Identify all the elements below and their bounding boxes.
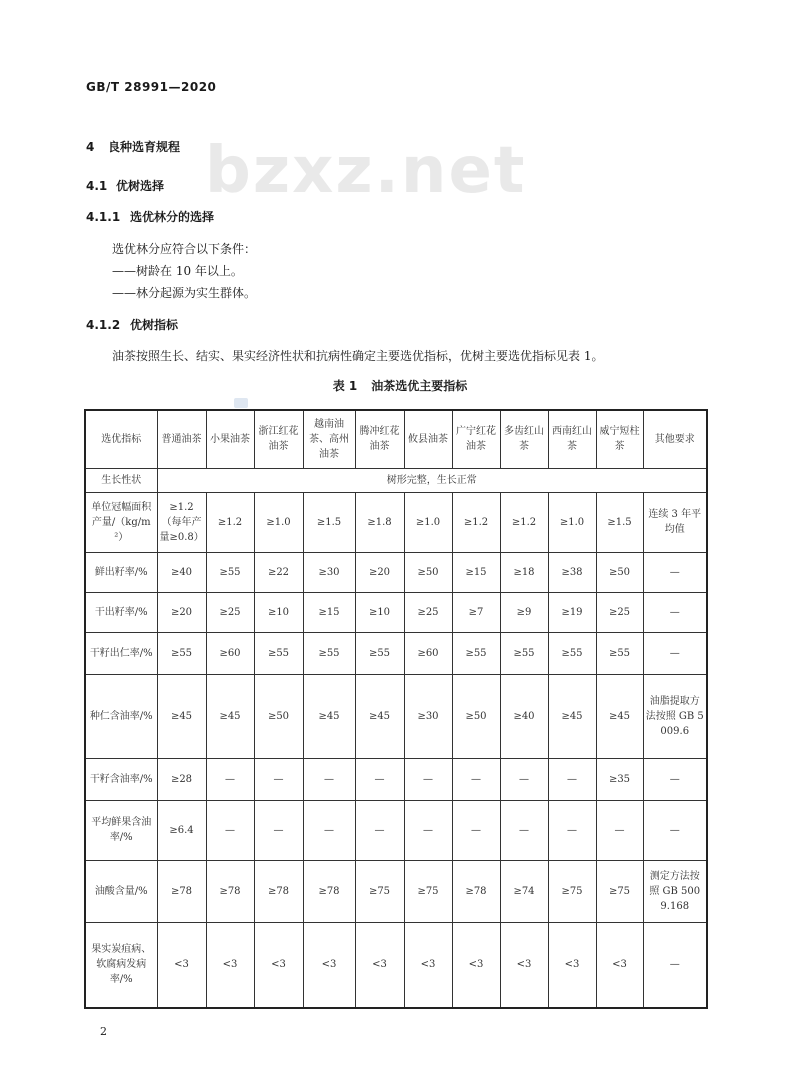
section-4-heading xyxy=(86,138,180,155)
table-cell: ≥60 xyxy=(206,632,254,674)
table-cell: ≥50 xyxy=(452,674,500,758)
table-cell: <3 xyxy=(303,922,355,1008)
table-cell: — xyxy=(643,592,707,632)
table-cell: — xyxy=(206,800,254,860)
table-cell: ≥18 xyxy=(500,552,548,592)
section-number: 4.1 xyxy=(86,179,108,193)
table-cell: ≥1.2 xyxy=(206,492,254,552)
table-cell: ≥75 xyxy=(404,860,452,922)
table-cell: ≥55 xyxy=(254,632,303,674)
table-cell: ≥1.5 xyxy=(596,492,643,552)
row-label: 油酸含量/% xyxy=(85,860,157,922)
table-cell: ≥78 xyxy=(452,860,500,922)
table-cell: ≥7 xyxy=(452,592,500,632)
table-cell: ≥50 xyxy=(596,552,643,592)
table-cell: — xyxy=(643,758,707,800)
table-cell: ≥74 xyxy=(500,860,548,922)
row-label: 生长性状 xyxy=(85,468,157,492)
section-4-1-heading xyxy=(86,177,164,194)
table-cell: ≥45 xyxy=(355,674,404,758)
column-header: 腾冲红花油茶 xyxy=(355,410,404,468)
table-cell: ≥35 xyxy=(596,758,643,800)
table-cell: ≥55 xyxy=(596,632,643,674)
table-header-row xyxy=(85,410,707,468)
table-cell: ≥6.4 xyxy=(157,800,206,860)
row-label: 单位冠幅面积产量/（kg/m²） xyxy=(85,492,157,552)
list-item: ——树龄在 10 年以上。 xyxy=(112,264,243,278)
column-header: 小果油茶 xyxy=(206,410,254,468)
section-title: 优树指标 xyxy=(130,318,179,332)
section-4-1-2-heading xyxy=(86,316,178,333)
section-number: 4.1.2 xyxy=(86,318,121,332)
table-row xyxy=(85,632,707,674)
table-cell: ≥78 xyxy=(206,860,254,922)
table-cell: ≥10 xyxy=(254,592,303,632)
table-cell: — xyxy=(206,758,254,800)
section-title: 良种选育规程 xyxy=(108,140,181,154)
table-cell: ≥55 xyxy=(355,632,404,674)
table-cell: <3 xyxy=(404,922,452,1008)
table-cell: — xyxy=(643,922,707,1008)
table-cell: ≥55 xyxy=(303,632,355,674)
section-4-1-1-heading xyxy=(86,208,214,225)
table-cell: ≥38 xyxy=(548,552,596,592)
column-header: 普通油茶 xyxy=(157,410,206,468)
watermark: bzxz.net xyxy=(205,134,527,208)
table-cell: ≥75 xyxy=(355,860,404,922)
table-cell: <3 xyxy=(157,922,206,1008)
table-row xyxy=(85,552,707,592)
table-cell: ≥15 xyxy=(303,592,355,632)
table-cell: ≥55 xyxy=(500,632,548,674)
table-row xyxy=(85,674,707,758)
row-label: 平均鲜果含油率/% xyxy=(85,800,157,860)
table-cell: — xyxy=(548,800,596,860)
row-label: 干出籽率/% xyxy=(85,592,157,632)
row-label: 果实炭疽病、软腐病发病率/% xyxy=(85,922,157,1008)
table-cell: ≥55 xyxy=(206,552,254,592)
table-cell: ≥20 xyxy=(157,592,206,632)
table-cell: ≥22 xyxy=(254,552,303,592)
table-caption xyxy=(0,377,800,394)
table-cell: ≥40 xyxy=(500,674,548,758)
table-cell: <3 xyxy=(355,922,404,1008)
table-cell: — xyxy=(452,758,500,800)
table-cell: ≥50 xyxy=(254,674,303,758)
table-cell: — xyxy=(500,758,548,800)
table-cell: — xyxy=(643,632,707,674)
table-cell: ≥1.5 xyxy=(303,492,355,552)
table-cell: ≥30 xyxy=(303,552,355,592)
column-header: 威宁短柱茶 xyxy=(596,410,643,468)
table-cell: <3 xyxy=(452,922,500,1008)
table-row xyxy=(85,860,707,922)
table-cell: ≥60 xyxy=(404,632,452,674)
table-cell: — xyxy=(548,758,596,800)
table-row xyxy=(85,592,707,632)
table-cell: ≥15 xyxy=(452,552,500,592)
standard-id: GB/T 28991—2020 xyxy=(86,80,217,94)
table-cell: — xyxy=(452,800,500,860)
row-label: 鲜出籽率/% xyxy=(85,552,157,592)
table-cell: ≥75 xyxy=(596,860,643,922)
table-cell: <3 xyxy=(254,922,303,1008)
table-cell: 油脂提取方法按照 GB 5009.6 xyxy=(643,674,707,758)
section-title: 选优林分的选择 xyxy=(130,210,215,224)
table-cell: <3 xyxy=(548,922,596,1008)
table-cell: — xyxy=(643,800,707,860)
table-cell: — xyxy=(355,758,404,800)
table-row xyxy=(85,492,707,552)
table-cell: ≥1.0 xyxy=(548,492,596,552)
paragraph: 选优林分应符合以下条件： xyxy=(112,242,257,256)
table-caption-title: 油茶选优主要指标 xyxy=(371,379,468,393)
table-cell: ≥9 xyxy=(500,592,548,632)
page-number: 2 xyxy=(100,1025,107,1038)
table-cell: ≥55 xyxy=(452,632,500,674)
table-cell: ≥25 xyxy=(404,592,452,632)
paragraph: 油茶按照生长、结实、果实经济性状和抗病性确定主要选优指标，优树主要选优指标见表 1。 xyxy=(112,349,604,363)
table-cell: — xyxy=(355,800,404,860)
table-cell: — xyxy=(500,800,548,860)
table-cell: ≥40 xyxy=(157,552,206,592)
row-label: 种仁含油率/% xyxy=(85,674,157,758)
column-header: 多齿红山茶 xyxy=(500,410,548,468)
table-cell: ≥55 xyxy=(548,632,596,674)
table-cell: ≥78 xyxy=(254,860,303,922)
table-cell: 测定方法按照 GB 5009.168 xyxy=(643,860,707,922)
table-cell: ≥10 xyxy=(355,592,404,632)
table-cell: ≥20 xyxy=(355,552,404,592)
table-cell: — xyxy=(643,552,707,592)
column-header: 西南红山茶 xyxy=(548,410,596,468)
table-cell: ≥25 xyxy=(596,592,643,632)
table-cell: — xyxy=(404,758,452,800)
column-header: 攸县油茶 xyxy=(404,410,452,468)
table-cell: ≥45 xyxy=(303,674,355,758)
table-cell: — xyxy=(254,758,303,800)
column-header: 选优指标 xyxy=(85,410,157,468)
section-title: 优树选择 xyxy=(116,179,165,193)
table-row xyxy=(85,800,707,860)
table-cell: ≥1.2 xyxy=(500,492,548,552)
table-cell: — xyxy=(303,800,355,860)
table-cell: ≥25 xyxy=(206,592,254,632)
table-cell: 连续 3 年平均值 xyxy=(643,492,707,552)
table-cell: <3 xyxy=(596,922,643,1008)
section-number: 4.1.1 xyxy=(86,210,121,224)
column-header: 浙江红花油茶 xyxy=(254,410,303,468)
table-cell: — xyxy=(254,800,303,860)
table-cell: ≥45 xyxy=(548,674,596,758)
table-cell: ≥45 xyxy=(157,674,206,758)
column-header: 其他要求 xyxy=(643,410,707,468)
table-cell: ≥75 xyxy=(548,860,596,922)
indicator-table xyxy=(84,409,708,1009)
table-cell: ≥55 xyxy=(157,632,206,674)
table-cell: — xyxy=(404,800,452,860)
column-header: 越南油茶、高州油茶 xyxy=(303,410,355,468)
row-label: 干籽出仁率/% xyxy=(85,632,157,674)
table-cell: ≥19 xyxy=(548,592,596,632)
table-cell: ≥45 xyxy=(206,674,254,758)
table-cell: — xyxy=(303,758,355,800)
table-cell: ≥1.8 xyxy=(355,492,404,552)
column-header: 广宁红花油茶 xyxy=(452,410,500,468)
table-row xyxy=(85,922,707,1008)
section-number: 4 xyxy=(86,140,95,154)
table-cell: ≥45 xyxy=(596,674,643,758)
table-row xyxy=(85,468,707,492)
table-cell: <3 xyxy=(500,922,548,1008)
table-cell: <3 xyxy=(206,922,254,1008)
table-cell: ≥78 xyxy=(303,860,355,922)
stamp-icon xyxy=(234,398,248,408)
table-cell: 树形完整，生长正常 xyxy=(157,468,707,492)
table-cell: ≥30 xyxy=(404,674,452,758)
table-caption-number: 表 1 xyxy=(332,379,358,393)
table-row xyxy=(85,758,707,800)
table-cell: ≥28 xyxy=(157,758,206,800)
row-label: 干籽含油率/% xyxy=(85,758,157,800)
list-item: ——林分起源为实生群体。 xyxy=(112,286,257,300)
table-cell: ≥78 xyxy=(157,860,206,922)
table-cell: ≥50 xyxy=(404,552,452,592)
table-cell: ≥1.2（每年产量≥0.8） xyxy=(157,492,206,552)
table-cell: ≥1.0 xyxy=(404,492,452,552)
table-cell: ≥1.0 xyxy=(254,492,303,552)
table-cell: ≥1.2 xyxy=(452,492,500,552)
table-cell: — xyxy=(596,800,643,860)
